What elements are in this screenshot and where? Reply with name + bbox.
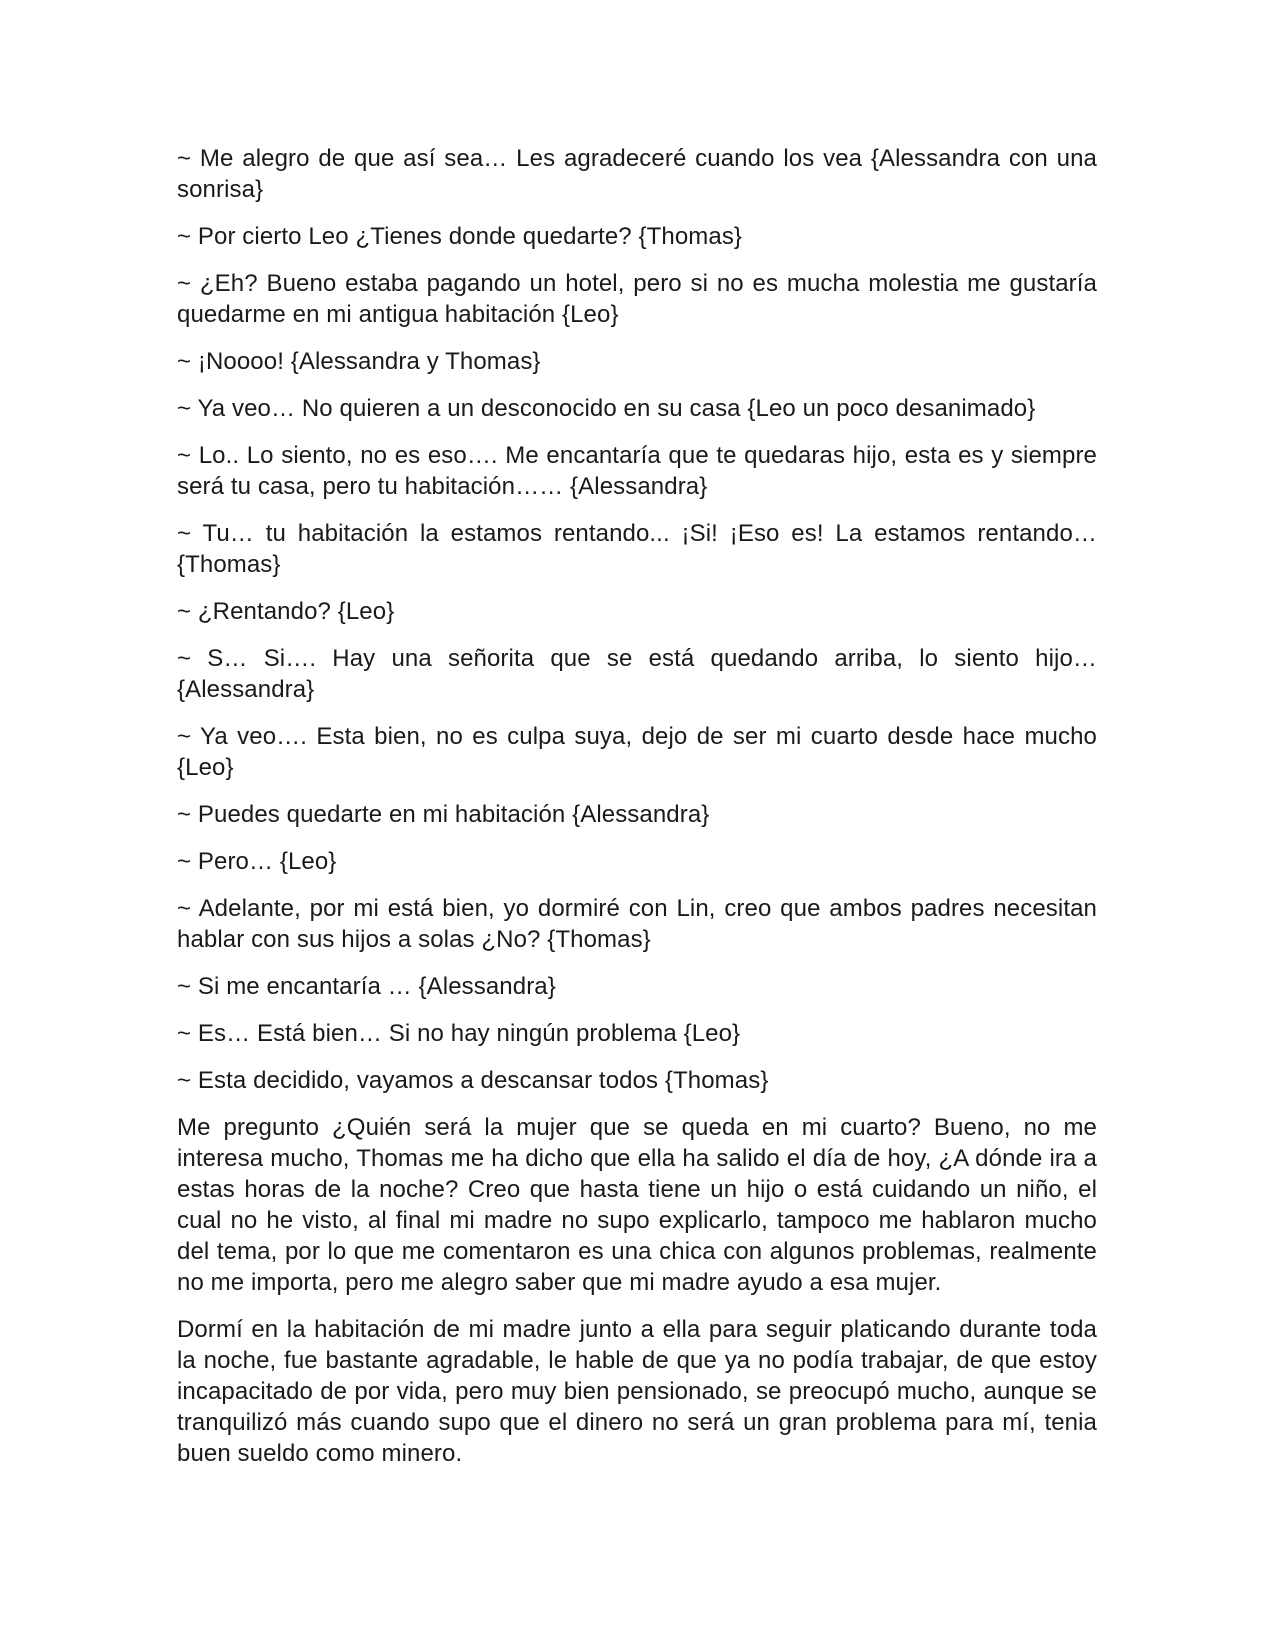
dialogue-line: ~ Si me encantaría … {Alessandra} — [177, 973, 556, 1000]
narrative-paragraph: Me pregunto ¿Quién será la mujer que se queda en mi cuarto? Bueno, no me interesa mucho, Thomas me ha dicho que ella ha salido el día de hoy, ¿A dónde ira a estas horas de la noche? Creo que hasta tiene un hijo o está cuidando un niño, el cual no he visto, al final mi madre no supo explicarlo, tampoco me hablaron mucho del tema, por lo que me comentaron es una chica con algunos problemas, realmente no me importa, pero me alegro saber que mi madre ayudo a esa mujer. — [177, 1114, 1097, 1296]
dialogue-line: ~ Lo.. Lo siento, no es eso…. Me encantaría que te quedaras hijo, esta es y siempre será tu casa, pero tu habitación…… {Alessandra} — [177, 442, 1097, 500]
dialogue-line: ~ ¡Noooo! {Alessandra y Thomas} — [177, 348, 541, 375]
dialogue-line: ~ Me alegro de que así sea… Les agradeceré cuando los vea {Alessandra con una sonrisa} — [177, 145, 1097, 203]
dialogue-line: ~ Ya veo… No quieren a un desconocido en su casa {Leo un poco desanimado} — [177, 395, 1036, 422]
dialogue-line: ~ Adelante, por mi está bien, yo dormiré con Lin, creo que ambos padres necesitan hablar con sus hijos a solas ¿No? {Thomas} — [177, 895, 1097, 953]
dialogue-line: ~ Por cierto Leo ¿Tienes donde quedarte? {Thomas} — [177, 223, 743, 250]
dialogue-line: ~ S… Si…. Hay una señorita que se está quedando arriba, lo siento hijo… {Alessandra} — [177, 645, 1097, 703]
dialogue-line: ~ ¿Eh? Bueno estaba pagando un hotel, pero si no es mucha molestia me gustaría quedarme en mi antigua habitación {Leo} — [177, 270, 1097, 328]
narrative-paragraph: Dormí en la habitación de mi madre junto a ella para seguir platicando durante toda la noche, fue bastante agradable, le hable de que ya no podía trabajar, de que estoy incapacitado de por vida, pero muy bien pensionado, se preocupó mucho, aunque se tranquilizó más cuando supo que el dinero no será un gran problema para mí, tenia buen sueldo como minero. — [177, 1316, 1097, 1467]
document-page — [177, 143, 1097, 1485]
dialogue-line: ~ Esta decidido, vayamos a descansar todos {Thomas} — [177, 1067, 769, 1094]
dialogue-line: ~ Pero… {Leo} — [177, 848, 337, 875]
dialogue-line: ~ Ya veo…. Esta bien, no es culpa suya, dejo de ser mi cuarto desde hace mucho {Leo} — [177, 723, 1097, 781]
dialogue-line: ~ Puedes quedarte en mi habitación {Alessandra} — [177, 801, 710, 828]
dialogue-line: ~ Es… Está bien… Si no hay ningún problema {Leo} — [177, 1020, 741, 1047]
dialogue-line: ~ ¿Rentando? {Leo} — [177, 598, 395, 625]
dialogue-line: ~ Tu… tu habitación la estamos rentando... ¡Si! ¡Eso es! La estamos rentando… {Thomas} — [177, 520, 1097, 578]
